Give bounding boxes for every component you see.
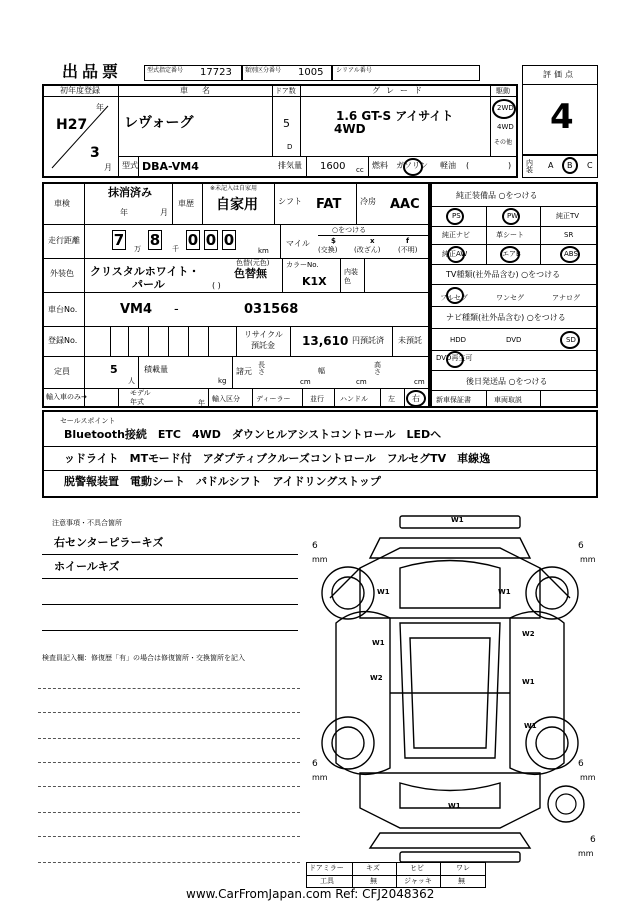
opt-aw-circle xyxy=(447,246,465,263)
displacement-label: 排気量 xyxy=(278,161,302,170)
model-year-label2: 年式 xyxy=(130,398,144,406)
car-name: レヴォーグ xyxy=(124,115,194,131)
cc-unit: cc xyxy=(356,166,364,174)
inspect-month: 月 xyxy=(160,208,168,217)
tire-depth-fl: 6 xyxy=(312,541,318,551)
opt-ps-circle xyxy=(446,208,464,225)
tire-mm: mm xyxy=(312,773,328,782)
mileage-man: 万 xyxy=(134,245,141,253)
tire-mm: mm xyxy=(578,849,594,858)
color-no: K1X xyxy=(302,275,327,288)
meter-opt-sub: (交換) xyxy=(318,246,338,254)
first-reg-label: 初年度登録 xyxy=(60,86,100,95)
selling-line: ッドライト MTモード付 アダプティブクルーズコントロール フルセグTV 車線逸 xyxy=(64,452,491,465)
nav-dvd: DVD xyxy=(506,336,522,344)
width-unit: cm xyxy=(356,378,367,386)
mileage-digit: 8 xyxy=(149,231,161,249)
doors-label: ドア数 xyxy=(275,87,296,95)
type-code: 17723 xyxy=(200,67,232,78)
grade-line2: 4WD xyxy=(334,122,366,136)
recycle-label1: リサイクル xyxy=(244,330,283,339)
fuel-paren: ( xyxy=(466,161,470,170)
color-change: 色替無 xyxy=(234,267,267,280)
private-note: ※未記入は自家用 xyxy=(210,185,258,192)
opt-nav: 純正ナビ xyxy=(442,231,470,239)
score-value: 4 xyxy=(550,97,574,137)
name-label: 車名 xyxy=(180,86,224,95)
cooler-value: AAC xyxy=(390,197,420,212)
meter-opt: x xyxy=(370,237,375,245)
opt-tv: 純正TV xyxy=(556,212,580,220)
dvd-play: DVD再生可 xyxy=(436,354,473,362)
usage-value: 自家用 xyxy=(216,197,258,213)
reg-month: 3 xyxy=(90,145,100,161)
fuel-label: 燃料 xyxy=(372,161,388,170)
tire-depth-fr: 6 xyxy=(578,541,584,551)
interior-a: A xyxy=(548,161,554,170)
interior-label: 内装 xyxy=(526,159,533,174)
color-label: 外装色 xyxy=(50,269,74,278)
damage-mark: W1 xyxy=(372,639,385,647)
legend-cell: ジャッキ xyxy=(404,877,432,885)
damage-mark: W1 xyxy=(448,802,461,810)
mileage-digit: 0 xyxy=(187,231,199,249)
selling-line: Bluetooth接続 ETC 4WD ダウンヒルアシストコントロール LEDヘ xyxy=(64,428,442,441)
legend-cell: 工具 xyxy=(320,877,334,885)
reg-year: H27 xyxy=(56,117,88,133)
chassis-dash: - xyxy=(174,302,179,317)
length-label: 長さ xyxy=(258,361,265,376)
opt-abs-circle xyxy=(560,246,580,263)
color-paren: ( ) xyxy=(212,281,221,290)
opt-sr: SR xyxy=(564,231,574,239)
grade-header: グレード xyxy=(372,86,428,95)
tire-depth-rr: 6 xyxy=(578,759,584,769)
height-unit: cm xyxy=(414,378,425,386)
notes-label: 注意事項・不具合箇所 xyxy=(52,519,122,527)
chassis-prefix: VM4 xyxy=(120,302,153,317)
shift-label: シフト xyxy=(278,197,302,206)
mileage-label: 走行距離 xyxy=(48,236,80,245)
tire-mm: mm xyxy=(312,555,328,564)
damage-mark: W1 xyxy=(524,722,537,730)
meter-circle-note: ○をつける xyxy=(332,226,367,234)
after-manual: 車両取説 xyxy=(494,396,522,404)
grade-line1: 1.6 GT-S アイサイト xyxy=(336,109,454,123)
nav-hdd: HDD xyxy=(450,336,467,344)
doors-d: D xyxy=(287,143,293,151)
displacement: 1600 xyxy=(320,161,346,172)
legend-header: ドアミラー xyxy=(309,864,344,872)
genuine-title: 純正装備品 ○をつける xyxy=(456,191,538,200)
nav-title: ナビ種類(社外品含む) ○をつける xyxy=(446,313,566,322)
reg-no-label: 登録No. xyxy=(48,336,78,345)
after-warranty: 新車保証書 xyxy=(436,396,471,404)
drive-other: その他 xyxy=(494,139,513,146)
tv-analog: アナログ xyxy=(552,294,580,302)
mileage-sen: 千 xyxy=(172,245,179,253)
class-code-label: 類別区分番号 xyxy=(245,67,282,74)
mileage-digit: 0 xyxy=(205,231,217,249)
note-line: ホイールキズ xyxy=(54,560,120,573)
cooler-label: 冷房 xyxy=(360,197,376,206)
damage-mark: W1 xyxy=(522,678,535,686)
legend-cell: 無 xyxy=(458,877,465,885)
doors-value: 5 xyxy=(283,117,290,130)
load-label: 積載量 xyxy=(144,365,168,374)
tv-circle-mark xyxy=(446,287,464,304)
interior-b: B xyxy=(567,161,573,170)
import-type-label: 輸入区分 xyxy=(212,395,240,403)
recycle-unpaid: 未預託 xyxy=(398,336,422,345)
drive-2wd: 2WD xyxy=(497,104,514,112)
opt-ps: PS xyxy=(452,212,461,220)
usage-label: 車歴 xyxy=(178,199,194,208)
color-line1: クリスタルホワイト・ xyxy=(90,265,200,278)
meter-opt-sub: (改ざん) xyxy=(354,246,381,254)
handle-right: 右 xyxy=(412,394,420,403)
drive-circle-mark xyxy=(492,99,516,119)
damage-mark: W1 xyxy=(451,516,464,524)
tv-title: TV種類(社外品含む) ○をつける xyxy=(446,270,561,279)
seats-unit: 人 xyxy=(128,377,135,385)
shift-value: FAT xyxy=(316,197,342,212)
after-title: 後日発送品 ○をつける xyxy=(466,377,548,386)
fuel-diesel: 軽油 xyxy=(440,161,456,170)
tire-depth-spare: 6 xyxy=(590,835,596,845)
tire-mm: mm xyxy=(580,773,596,782)
parallel-option: 並行 xyxy=(310,395,324,403)
legend-header: キズ xyxy=(366,864,380,872)
model-year-label1: モデル xyxy=(130,389,151,397)
fuel-circle-mark xyxy=(403,158,423,176)
mileage-digit: 7 xyxy=(113,231,125,249)
year-label: 年 xyxy=(96,103,104,112)
interior-c: C xyxy=(587,161,593,170)
meter-opt-sub: (不明) xyxy=(398,246,418,254)
seats-value: 5 xyxy=(110,363,118,376)
nav-sd: SD xyxy=(566,336,576,344)
mileage-digit: 0 xyxy=(223,231,235,249)
height-label: 高さ xyxy=(374,361,381,376)
opt-pw: PW xyxy=(507,212,519,220)
footer-watermark: www.CarFromJapan.com Ref: CFJ2048362 xyxy=(186,887,435,901)
legend-header: ワレ xyxy=(456,864,470,872)
tv-oneseg: ワンセグ xyxy=(496,294,524,302)
handle-left: 左 xyxy=(388,395,395,403)
drive-label: 駆動 xyxy=(496,87,510,95)
chassis-no: 031568 xyxy=(244,302,299,317)
inspect-value: 抹消済み xyxy=(108,186,152,199)
inspect-year: 年 xyxy=(120,208,128,217)
page-title: 出品票 xyxy=(62,62,123,81)
tv-fullseg: フルセグ xyxy=(440,294,468,302)
opt-abs: ABS xyxy=(564,250,578,258)
meter-opt: f xyxy=(406,237,410,245)
opt-airbag-circle xyxy=(500,246,520,263)
mile-label: マイル xyxy=(286,239,310,248)
damage-mark: W2 xyxy=(370,674,383,682)
width-label: 幅 xyxy=(318,367,325,375)
mileage-km: km xyxy=(258,247,269,255)
color-orig-label: 色替(元色) xyxy=(236,259,270,267)
seats-label: 定員 xyxy=(54,367,70,376)
import-label: 輸入車のみ→ xyxy=(46,393,87,401)
interior-circle-mark xyxy=(562,157,578,174)
dealer-option: ディーラー xyxy=(256,395,291,403)
tire-mm: mm xyxy=(580,555,596,564)
recycle-label2: 預託金 xyxy=(251,341,275,350)
fuel-gas: ガソリン xyxy=(396,161,428,170)
interior-color-label: 内装色 xyxy=(344,268,358,285)
selling-label: セールスポイント xyxy=(60,417,116,425)
recycle-paid: 円預託済 xyxy=(352,336,384,345)
load-unit: kg xyxy=(218,377,227,385)
spare-tire-icon xyxy=(546,784,586,824)
opt-airbag: エアB xyxy=(502,250,521,258)
color-no-label: カラーNo. xyxy=(286,261,319,269)
selling-line: 脱警報装置 電動シート パドルシフト アイドリングストップ xyxy=(64,475,381,488)
damage-mark: W1 xyxy=(377,588,390,596)
recycle-amount: 13,610 xyxy=(302,334,349,348)
legend-cell: 無 xyxy=(370,877,377,885)
type-code-label: 型式指定番号 xyxy=(147,67,184,74)
model-label: 型式 xyxy=(122,161,138,170)
fuel-paren-close: ) xyxy=(508,161,512,170)
size-label: 諸元 xyxy=(236,367,252,376)
month-label: 月 xyxy=(104,163,112,172)
handle-label: ハンドル xyxy=(340,395,368,403)
tire-depth-rl: 6 xyxy=(312,759,318,769)
meter-opt: $ xyxy=(331,237,336,245)
handle-circle-mark xyxy=(406,390,426,407)
nav-circle-mark xyxy=(560,331,580,349)
inspect-label: 車検 xyxy=(54,199,70,208)
opt-aw: 純正AW xyxy=(442,250,468,258)
opt-pw-circle xyxy=(502,208,520,225)
reg-date-slash xyxy=(46,100,116,172)
inspector-label: 検査員記入欄：修復歴「有」の場合は修復箇所・交換箇所を記入 xyxy=(42,654,245,662)
color-line2: パール xyxy=(132,278,165,291)
class-code: 1005 xyxy=(298,67,324,78)
opt-leather: 革シート xyxy=(496,231,524,239)
score-label: 評価点 xyxy=(543,70,576,79)
length-unit: cm xyxy=(300,378,311,386)
note-line: 右センターピラーキズ xyxy=(54,536,164,549)
model-value: DBA-VM4 xyxy=(142,160,199,173)
model-year-suffix: 年 xyxy=(198,399,205,407)
drive-4wd: 4WD xyxy=(497,123,514,131)
serial-label: シリアル番号 xyxy=(336,67,372,74)
chassis-label: 車台No. xyxy=(48,305,78,314)
damage-mark: W2 xyxy=(522,630,535,638)
dvd-circle-mark xyxy=(446,351,464,368)
damage-mark: W1 xyxy=(498,588,511,596)
legend-header: ヒビ xyxy=(410,864,424,872)
